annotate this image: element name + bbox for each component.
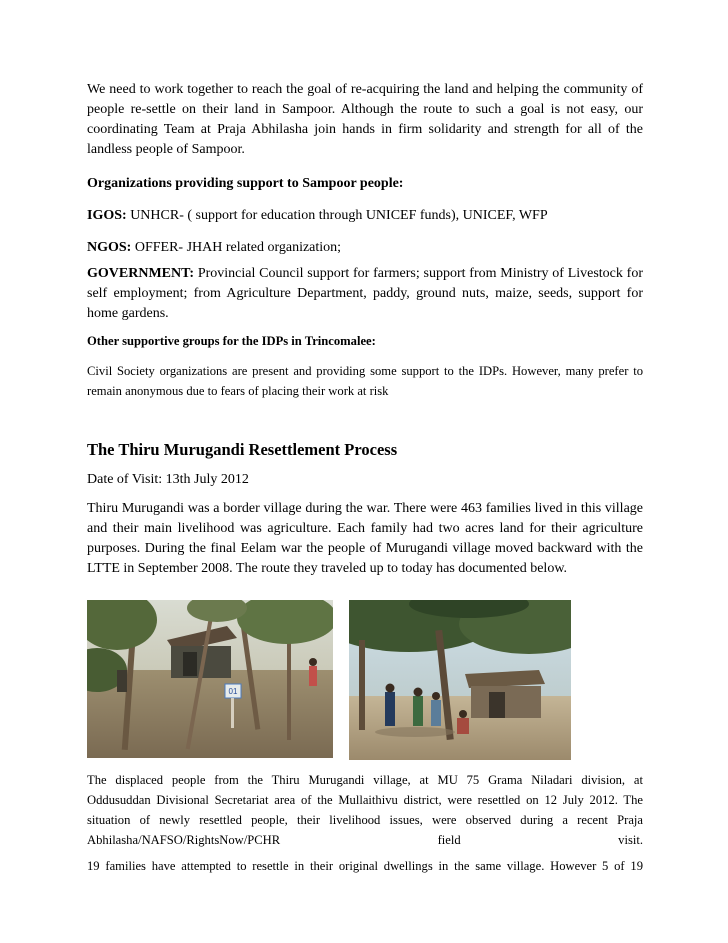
caption-line: Oddusuddan Divisional Secretariat area of the Mullaithivu district, were resettled on 12 July 2012. The xyxy=(87,793,643,807)
caption-line: The displaced people from the Thiru Murugandi village, at MU 75 Grama Niladari division, at xyxy=(87,773,643,787)
caption-line: Abhilasha/NAFSO/RightsNow/PCHR field visit. xyxy=(87,833,643,847)
plot-number-sign: 01 xyxy=(228,687,238,696)
families-paragraph: 19 families have attempted to resettle in their original dwellings in the same village. However 5 of 19 xyxy=(87,859,643,873)
other-groups-heading: Other supportive groups for the IDPs in Trincomalee: xyxy=(87,334,376,348)
ngos-label: NGOS: xyxy=(87,240,132,255)
visit-date: Date of Visit: 13th July 2012 xyxy=(87,472,249,487)
resettlement-photo-left xyxy=(87,600,333,758)
government-text: Provincial Council support for farmers; support from Ministry of Livestock for self employment; from Agriculture Department, paddy, ground nuts, maize, seeds, support for home gardens. xyxy=(87,266,643,321)
photo-caption-paragraph xyxy=(87,770,643,850)
igos-label: IGOS: xyxy=(87,208,127,223)
village-history-paragraph: Thiru Murugandi was a border village during the war. There were 463 families lived in this village and their main livelihood was agriculture. Each family had two acres land for their agriculture purposes. During the final Eelam war the people of Murugandi village moved backward with the LTTE in September 2008. The route they traveled up to today has documented below. xyxy=(87,501,643,576)
resettlement-photo-right xyxy=(349,600,571,760)
ngos-text: OFFER- JHAH related organization; xyxy=(131,240,342,255)
igos-line xyxy=(87,206,643,226)
organizations-heading: Organizations providing support to Sampoor people: xyxy=(87,176,404,191)
caption-line: situation of newly resettled people, their livelihood issues, were observed during a recent Praja xyxy=(87,813,643,827)
section-title: The Thiru Murugandi Resettlement Process xyxy=(87,440,398,459)
government-label: GOVERNMENT: xyxy=(87,266,195,281)
government-paragraph xyxy=(87,264,643,324)
ngos-line xyxy=(87,238,643,258)
intro-paragraph: We need to work together to reach the goal of re-acquiring the land and helping the community of people re-settle on their land in Sampoor. Although the route to such a goal is not easy, our coordinating Team at Praja Abhilasha join hands in firm solidarity and strength for all of the landless people of Sampoor. xyxy=(87,82,643,157)
civil-society-paragraph: Civil Society organizations are present and providing some support to the IDPs. However, many prefer to remain anonymous due to fears of placing their work at risk xyxy=(87,364,643,398)
igos-text: UNHCR- ( support for education through UNICEF funds), UNICEF, WFP xyxy=(126,208,548,223)
